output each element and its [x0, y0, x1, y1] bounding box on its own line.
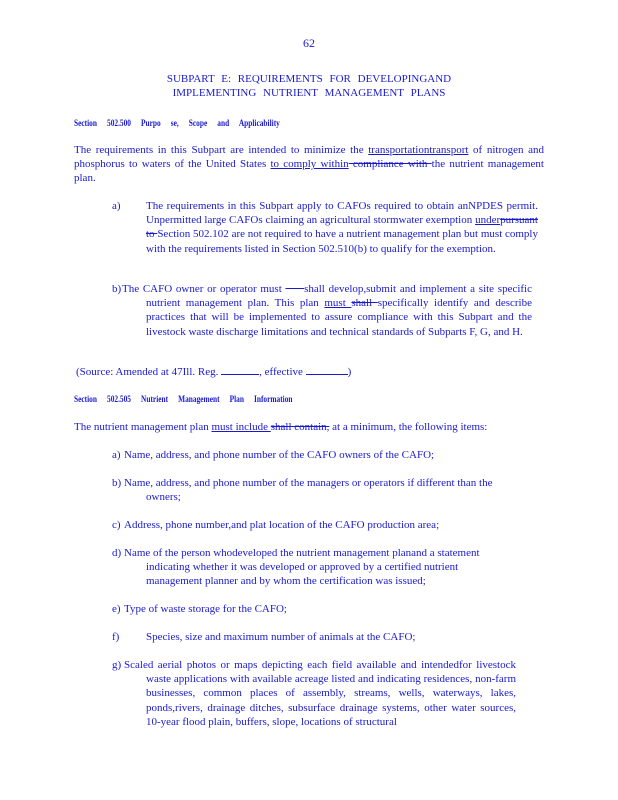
deleted-text: pursuant to [146, 214, 538, 241]
text-run: The requirements in this Subpart apply to CAFOs required to obtain anNPDES permit. Unpermitted large CAFOs claiming an agricultural stormwater exemption [146, 200, 538, 227]
text-run: of nitrogen and phosphorus to waters of the United States [74, 144, 544, 171]
subpart-title-line-2: IMPLEMENTING NUTRIENT MANAGEMENT PLANS [172, 87, 446, 99]
section-502-505-intro [74, 420, 544, 434]
subpart-title-line-1: SUBPART E: REQUIREMENTS FOR DEVELOPINGAND [166, 73, 452, 85]
text-run: at a minimum, the following items: [329, 421, 488, 433]
text-run: specifically identify and describe practices that will be implemented to assure compliance with this Subpart and the livestock waste discharge limitations and technical standards of Subparts F, G, and H. [146, 297, 532, 338]
text-run: , effective [259, 366, 306, 378]
section-502-500-heading: Section 502.500 Purpo se, Scope and Applicability [74, 118, 280, 128]
inserted-text: must [324, 297, 352, 310]
item-text: Scaled aerial photos or maps depicting each field available and intendedfor livestock waste applications with available acreage listed and indicating residences, non-farm businesses, common places of assembly, streams, wells, waterways, lakes, ponds,rivers, drainage ditches, subsurface drainage systems, other water sources, 10-year flood plain, buffers, slope, locations of structural [124, 659, 516, 728]
text-run: The nutrient management plan [74, 421, 212, 433]
item-text: Name, address, and phone number of the managers or operators if different than the owners; [124, 477, 493, 504]
item-text: Name of the person whodeveloped the nutrient management planand a statement indicating whether it was developed or approved by a certified nutrient management planner and by whom the certification was issued; [124, 547, 480, 588]
subpart-title [0, 72, 618, 100]
section-502-505-heading: Section 502.505 Nutrient Management Plan Information [74, 394, 293, 404]
item-text: Name, address, and phone number of the CAFO owners of the CAFO; [124, 449, 435, 461]
subsection-b-label: b) [112, 283, 122, 295]
item-label: f) [112, 631, 120, 643]
item-text: Type of waste storage for the CAFO; [124, 603, 287, 615]
item-label: a) [112, 449, 121, 461]
deleted-text: compliance with [348, 158, 432, 171]
subsection-a-label: a) [112, 200, 121, 212]
item-label: c) [112, 519, 121, 531]
inserted-text: transportationtransport [368, 144, 469, 156]
deleted-text [285, 283, 304, 295]
subsection-a-text [146, 199, 538, 256]
text-run: Section 502.102 are not required to have a nutrient management plan but must comply with the requirements listed in Section 502.510(b) to qualify for the exemption. [146, 228, 538, 255]
text-run: The requirements in this Subpart are intended to minimize the [74, 144, 369, 156]
page-number: 62 [303, 36, 315, 50]
text-run: the nutrient management plan. [74, 158, 544, 185]
date-blank [221, 364, 259, 375]
date-blank [306, 364, 348, 375]
item-text: Address, phone number,and plat location of the CAFO production area; [124, 519, 440, 531]
text-run: ) [347, 366, 352, 378]
text-run: shall develop,submit and implement a site specific nutrient management plan. This plan [146, 283, 532, 310]
inserted-text: under [475, 214, 501, 227]
text-run: The CAFO owner or operator must [122, 283, 286, 295]
deleted-text: shall contain, [270, 421, 330, 433]
item-text: Species, size and maximum number of animals at the CAFO; [146, 631, 416, 643]
source-note [76, 364, 351, 379]
deleted-text: shall [351, 297, 378, 310]
text-run: (Source: Amended at 47Ill. Reg. [76, 366, 222, 378]
item-label: d) [112, 547, 122, 559]
subsection-b-text [122, 282, 532, 339]
inserted-text: to comply within [270, 158, 349, 171]
item-label: b) [112, 477, 122, 489]
item-label: e) [112, 603, 121, 615]
item-label: g) [112, 659, 122, 671]
inserted-text: must include [211, 421, 271, 433]
section-502-500-intro [74, 143, 544, 186]
